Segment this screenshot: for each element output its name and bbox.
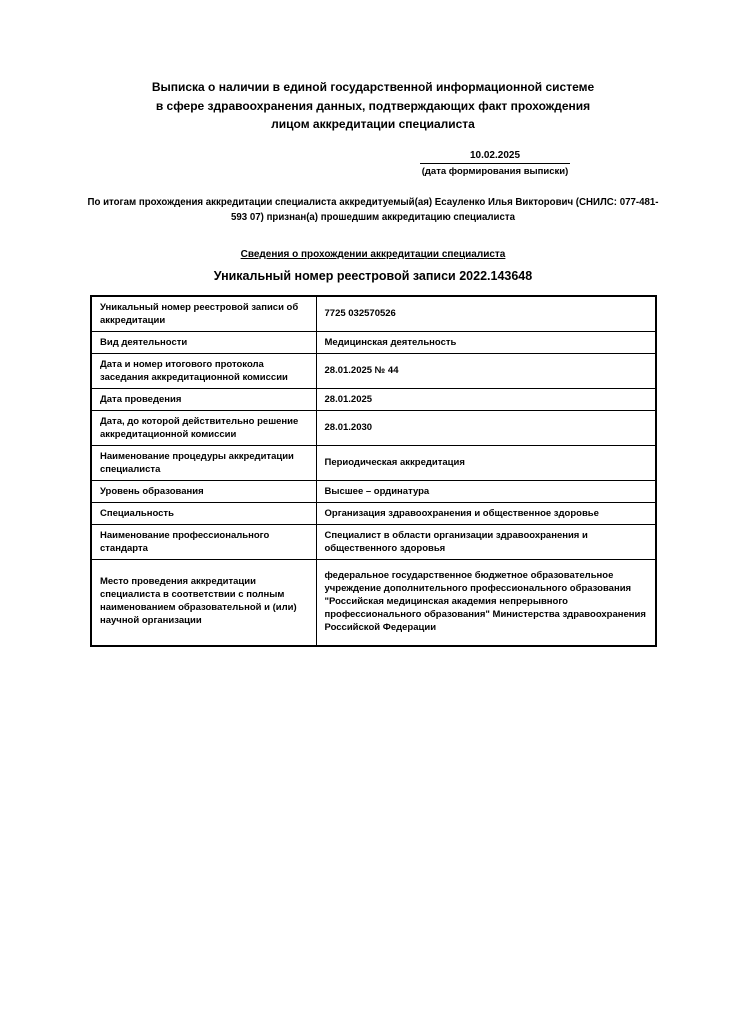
row-label: Дата, до которой действительно решение аккредитационной комиссии [91, 410, 316, 445]
table-row [91, 410, 656, 445]
row-label: Наименование процедуры аккредитации специалиста [91, 445, 316, 480]
row-label: Вид деятельности [91, 331, 316, 353]
issue-date-value: 10.02.2025 [420, 150, 570, 164]
row-value: Высшее – ординатура [316, 480, 656, 502]
issue-date-caption: (дата формирования выписки) [421, 165, 569, 177]
accreditation-table [90, 295, 657, 647]
row-label: Дата проведения [91, 388, 316, 410]
row-value: федеральное государственное бюджетное образовательное учреждение дополнительного профессионального образования "Российская медицинская академия непрерывного профессионального образования" Министерства здравоохранения Российской Федерации [316, 559, 656, 646]
table-row [91, 388, 656, 410]
row-value: Организация здравоохранения и общественное здоровье [316, 502, 656, 524]
table-row [91, 480, 656, 502]
row-value: 28.01.2025 [316, 388, 656, 410]
row-label: Место проведения аккредитации специалиста в соответствии с полным наименованием образовательной и (или) научной организации [91, 559, 316, 646]
row-label: Уровень образования [91, 480, 316, 502]
row-value: Периодическая аккредитация [316, 445, 656, 480]
table-row [91, 296, 656, 332]
issue-date-block [420, 150, 570, 177]
accreditation-summary: По итогам прохождения аккредитации специалиста аккредитуемый(ая) Есауленко Илья Викторович (СНИЛС: 077-481-593 07) признан(а) прошедшим аккредитацию специалиста [87, 196, 659, 223]
table-row [91, 445, 656, 480]
table-row [91, 559, 656, 646]
row-label: Уникальный номер реестровой записи об аккредитации [91, 296, 316, 332]
table-row [91, 331, 656, 353]
row-value: Медицинская деятельность [316, 331, 656, 353]
table-row [91, 524, 656, 559]
accreditation-table-body [91, 296, 656, 646]
section-heading: Сведения о прохождении аккредитации специалиста [240, 248, 506, 260]
table-row [91, 353, 656, 388]
row-value: Специалист в области организации здравоохранения и общественного здоровья [316, 524, 656, 559]
row-value: 7725 032570526 [316, 296, 656, 332]
document-title: Выписка о наличии в единой государственной информационной системе в сфере здравоохранения данных, подтверждающих факт прохождения лицом аккредитации специалиста [151, 80, 595, 131]
row-label: Дата и номер итогового протокола заседания аккредитационной комиссии [91, 353, 316, 388]
row-value: 28.01.2030 [316, 410, 656, 445]
table-row [91, 502, 656, 524]
row-value: 28.01.2025 № 44 [316, 353, 656, 388]
row-label: Специальность [91, 502, 316, 524]
row-label: Наименование профессионального стандарта [91, 524, 316, 559]
registry-number-heading: Уникальный номер реестровой записи 2022.143648 [213, 268, 533, 283]
